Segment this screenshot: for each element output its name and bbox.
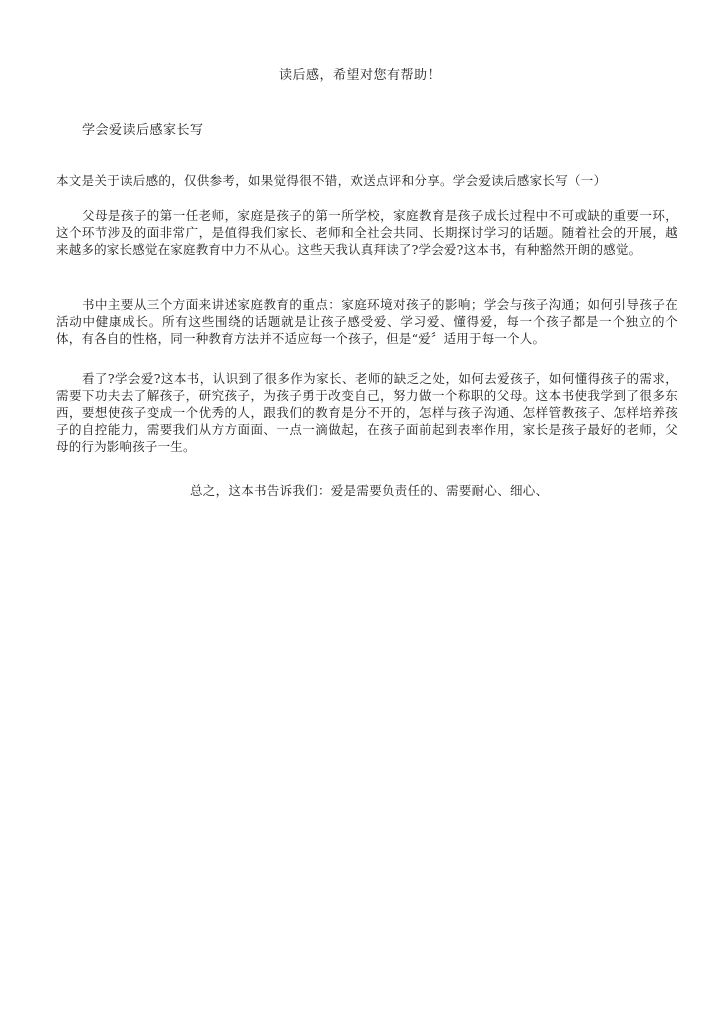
closing-line: 总之，这本书告诉我们：爱是需要负责任的、需要耐心、细心、 bbox=[190, 483, 549, 498]
document-title: 学会爱读后感家长写 bbox=[82, 123, 204, 138]
body-paragraph: 看了?学会爱?这本书，认识到了很多作为家长、老师的缺乏之处，如何去爱孩子，如何懂得孩子的需求，需要下功夫去了解孩子，研究孩子，为孩子勇于改变自己，努力做一个称职的父母。这本书使我学到了很多东西，要想使孩子变成一个优秀的人，跟我们的教育是分不开的，怎样与孩子沟通、怎样管教孩子、怎样培养孩子的自控能力，需要我们从方方面面、一点一滴做起，在孩子面前起到表率作用，家长是孩子最好的老师，父母的行为影响孩子一生。 bbox=[56, 371, 678, 454]
body-paragraph: 书中主要从三个方面来讲述家庭教育的重点：家庭环境对孩子的影响；学会与孩子沟通；如何引导孩子在活动中健康成长。所有这些围绕的话题就是让孩子感受爱、学习爱、懂得爱，每一个孩子都是一个独立的个体，有各自的性格，同一种教育方法并不适应每一个孩子，但是“爱〞适用于每一个人。 bbox=[56, 297, 678, 346]
body-paragraph: 父母是孩子的第一任老师，家庭是孩子的第一所学校，家庭教育是孩子成长过程中不可或缺的重要一环，这个环节涉及的面非常广，是值得我们家长、老师和全社会共同、长期探讨学习的话题。随着社会的开展，越来越多的家长感觉在家庭教育中力不从心。这些天我认真拜读了?学会爱?这本书，有种豁然开朗的感觉。 bbox=[56, 208, 678, 257]
intro-line: 本文是关于读后感的，仅供参考，如果觉得很不错，欢送点评和分享。学会爱读后感家长写（一） bbox=[56, 173, 607, 188]
document-header: 读后感，希望对您有帮助！ bbox=[278, 68, 441, 83]
